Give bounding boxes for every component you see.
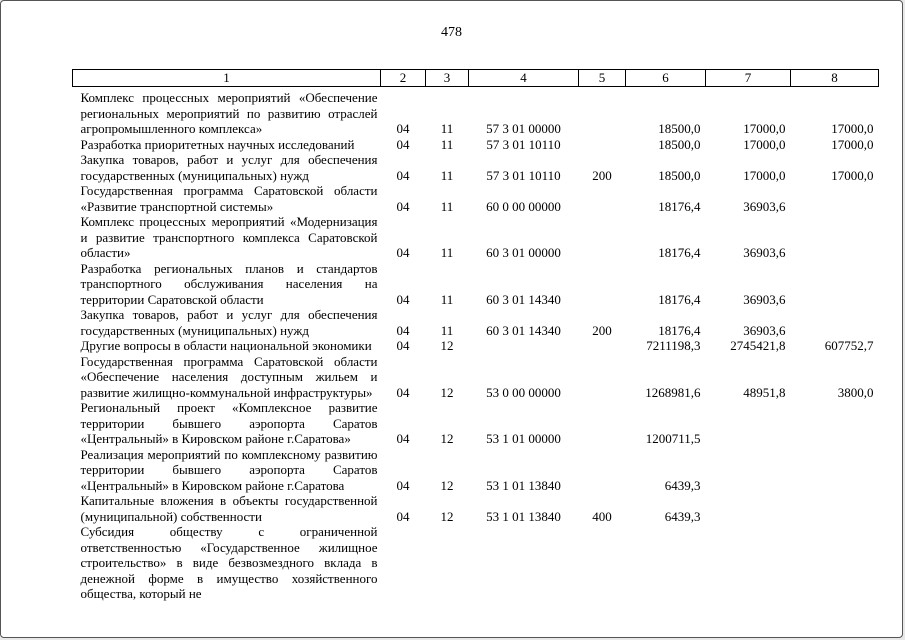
cell-amount-2: 17000,0 [743, 167, 786, 183]
table-row [73, 137, 879, 153]
cell-item-name: Комплекс процессных мероприятий «Модернизация и развитие транспортного комплекса Саратовской области» [80, 214, 378, 260]
cell-amount-3: 17000,0 [831, 167, 874, 183]
cell-amount-3 [791, 493, 879, 524]
budget-table [72, 69, 879, 602]
cell-item-name: Региональный проект «Комплексное развитие территории бывшего аэропорта Саратов «Центральный» в Кировском районе г.Саратова» [80, 400, 378, 446]
cell-podrazdel: 12 [440, 508, 454, 524]
cell-amount-3: 607752,7 [824, 338, 874, 353]
cell-amount-2: 2745421,8 [730, 338, 786, 353]
cell-amount-2: 36903,6 [743, 291, 786, 307]
cell-amount-3: 3800,0 [837, 384, 874, 400]
cell-razdel: 04 [396, 291, 410, 307]
cell-expense-type [579, 183, 626, 214]
cell-amount-2: 36903,6 [743, 322, 786, 338]
cell-razdel: 04 [396, 431, 410, 446]
cell-expense-type: 200 [592, 322, 612, 338]
cell-razdel: 04 [396, 167, 410, 183]
cell-podrazdel: 11 [440, 245, 454, 260]
cell-target-code: 60 3 01 14340 [486, 291, 561, 307]
cell-amount-3: 17000,0 [831, 136, 874, 152]
cell-target-code: 60 0 00 00000 [486, 198, 561, 214]
cell-razdel: 04 [396, 384, 410, 400]
cell-razdel: 04 [396, 322, 410, 338]
cell-target-code: 57 3 01 00000 [486, 121, 561, 136]
cell-amount-3 [791, 261, 879, 308]
table-header [73, 70, 879, 87]
table-row [73, 338, 879, 354]
table-row [73, 447, 879, 494]
cell-expense-type [579, 137, 626, 153]
table-row [73, 214, 879, 261]
cell-expense-type [579, 214, 626, 261]
cell-amount-3: 17000,0 [831, 121, 874, 136]
cell-podrazdel: 11 [440, 136, 454, 152]
cell-razdel: 04 [396, 245, 410, 260]
cell-target-code: 57 3 01 10110 [486, 167, 561, 183]
cell-target-code: 60 3 01 14340 [486, 322, 561, 338]
cell-expense-type: 400 [592, 508, 612, 524]
cell-amount-2: 17000,0 [743, 121, 786, 136]
cell-podrazdel: 11 [440, 322, 454, 338]
cell-target-code [469, 524, 579, 602]
cell-expense-type: 200 [592, 167, 612, 183]
cell-razdel: 04 [396, 121, 410, 136]
cell-razdel: 04 [396, 477, 410, 493]
column-header: 8 [791, 70, 879, 87]
table-body [73, 87, 879, 602]
table-row [73, 152, 879, 183]
cell-podrazdel: 12 [440, 338, 454, 353]
cell-razdel: 04 [396, 508, 410, 524]
cell-amount-3 [791, 400, 879, 447]
cell-razdel [381, 524, 426, 602]
cell-amount-1: 18500,0 [658, 167, 701, 183]
cell-item-name: Разработка приоритетных научных исследований [80, 136, 355, 152]
cell-item-name: Реализация мероприятий по комплексному развитию территории бывшего аэропорта Саратов «Центральный» в Кировском районе г.Саратова [80, 446, 378, 493]
cell-target-code: 53 1 01 13840 [486, 477, 561, 493]
table-row [73, 183, 879, 214]
cell-amount-2: 36903,6 [743, 245, 786, 260]
column-header: 7 [706, 70, 791, 87]
table-header-row [73, 70, 879, 87]
cell-podrazdel: 12 [440, 431, 454, 446]
cell-podrazdel: 11 [440, 167, 454, 183]
column-header: 5 [579, 70, 626, 87]
cell-amount-1: 18500,0 [658, 121, 701, 136]
cell-amount-1: 6439,3 [664, 508, 701, 524]
cell-amount-3 [791, 214, 879, 261]
cell-podrazdel: 11 [440, 198, 454, 214]
cell-expense-type [579, 447, 626, 494]
cell-amount-3 [791, 447, 879, 494]
table-row [73, 400, 879, 447]
cell-podrazdel [426, 524, 469, 602]
cell-amount-1: 18176,4 [658, 291, 701, 307]
cell-target-code: 57 3 01 10110 [486, 136, 561, 152]
cell-amount-1: 18176,4 [658, 322, 701, 338]
column-header: 1 [73, 70, 381, 87]
cell-amount-2: 17000,0 [743, 136, 786, 152]
column-header: 2 [381, 70, 426, 87]
cell-item-name: Комплекс процессных мероприятий «Обеспечение региональных мероприятий по развитию отраслей агропромышленного комплекса» [80, 90, 378, 136]
cell-amount-1: 18176,4 [658, 198, 701, 214]
cell-target-code: 53 1 01 13840 [486, 508, 561, 524]
cell-amount-1: 18176,4 [658, 245, 701, 260]
cell-item-name: Закупка товаров, работ и услуг для обеспечения государственных (муниципальных) нужд [80, 307, 378, 338]
cell-target-code [469, 338, 579, 354]
page-number: 478 [441, 25, 462, 40]
column-header: 6 [626, 70, 706, 87]
cell-item-name: Закупка товаров, работ и услуг для обеспечения государственных (муниципальных) нужд [80, 152, 378, 183]
table-row [73, 307, 879, 338]
cell-podrazdel: 11 [440, 291, 454, 307]
cell-amount-2 [706, 524, 791, 602]
cell-razdel: 04 [396, 338, 410, 353]
cell-item-name: Разработка региональных планов и стандартов транспортного обслуживания населения на территории Саратовской области [80, 260, 378, 307]
cell-target-code: 53 1 01 00000 [486, 431, 561, 446]
cell-expense-type [579, 354, 626, 401]
cell-item-name: Государственная программа Саратовской области «Обеспечение населения доступным жильем и развитие жилищно-коммунальной инфраструктуры» [80, 353, 378, 400]
cell-expense-type [579, 87, 626, 137]
table-row [73, 87, 879, 137]
cell-razdel: 04 [396, 136, 410, 152]
cell-amount-3 [791, 183, 879, 214]
cell-item-name: Другие вопросы в области национальной экономики [80, 338, 372, 353]
cell-amount-3 [791, 307, 879, 338]
cell-amount-1: 6439,3 [664, 477, 701, 493]
table-row [73, 524, 879, 602]
cell-podrazdel: 11 [440, 121, 454, 136]
cell-amount-2: 36903,6 [743, 198, 786, 214]
cell-razdel: 04 [396, 198, 410, 214]
table-row [73, 493, 879, 524]
cell-item-name: Государственная программа Саратовской области «Развитие транспортной системы» [80, 183, 378, 214]
cell-expense-type [579, 400, 626, 447]
cell-expense-type [579, 338, 626, 354]
cell-expense-type [579, 524, 626, 602]
cell-podrazdel: 12 [440, 477, 454, 493]
cell-podrazdel: 12 [440, 384, 454, 400]
cell-amount-2: 48951,8 [743, 384, 786, 400]
cell-amount-2 [706, 447, 791, 494]
column-header: 3 [426, 70, 469, 87]
cell-amount-1: 18500,0 [658, 136, 701, 152]
cell-amount-2 [706, 493, 791, 524]
cell-amount-1: 7211198,3 [646, 338, 701, 353]
table-row [73, 354, 879, 401]
cell-amount-2 [706, 400, 791, 447]
column-header: 4 [469, 70, 579, 87]
cell-amount-3 [791, 524, 879, 602]
cell-target-code: 53 0 00 00000 [486, 384, 561, 400]
cell-amount-1: 1200711,5 [645, 431, 701, 446]
cell-amount-1 [626, 524, 706, 602]
cell-amount-1: 1268981,6 [645, 384, 701, 400]
cell-item-name: Капитальные вложения в объекты государственной (муниципальной) собственности [80, 493, 378, 524]
table-row [73, 261, 879, 308]
cell-target-code: 60 3 01 00000 [486, 245, 561, 260]
cell-item-name: Субсидия обществу с ограниченной ответственностью «Государственное жилищное строительство» в виде безвозмездного вклада в денежной форме в имущество хозяйственного общества, который не [80, 524, 378, 601]
cell-expense-type [579, 261, 626, 308]
